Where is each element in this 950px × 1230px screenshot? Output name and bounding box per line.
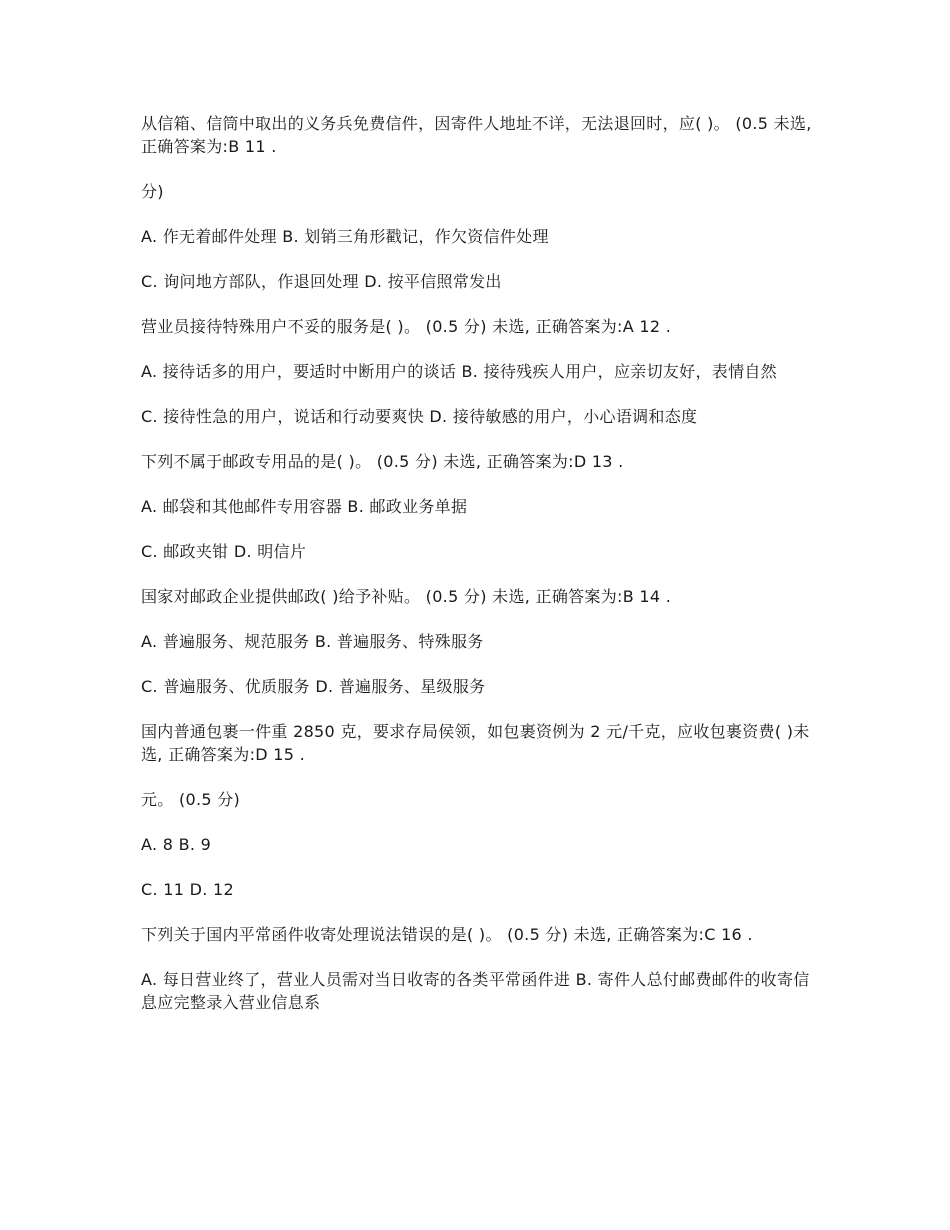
question-12-options-ab: A. 接待话多的用户，要适时中断用户的谈话 B. 接待残疾人用户，应亲切友好，表情自然 bbox=[141, 362, 777, 381]
question-13-options-cd: C. 邮政夹钳 D. 明信片 bbox=[141, 542, 307, 561]
question-14-stem: 国家对邮政企业提供邮政( )给予补贴。 (0.5 分) 未选, 正确答案为:B 14 . bbox=[141, 587, 672, 606]
question-14-options-cd: C. 普遍服务、优质服务 D. 普遍服务、星级服务 bbox=[141, 677, 486, 696]
question-16-options-ab: A. 每日营业终了，营业人员需对当日收寄的各类平常函件进 B. 寄件人总付邮费邮件的收寄信息应完整录入营业信息系 bbox=[141, 970, 810, 1012]
document-page bbox=[141, 112, 813, 1036]
question-13-stem: 下列不属于邮政专用品的是( )。 (0.5 分) 未选, 正确答案为:D 13 . bbox=[141, 452, 624, 471]
question-15-options-cd: C. 11 D. 12 bbox=[141, 880, 234, 899]
question-13-options-ab: A. 邮袋和其他邮件专用容器 B. 邮政业务单据 bbox=[141, 497, 468, 516]
question-12-options-cd: C. 接待性急的用户，说话和行动要爽快 D. 接待敏感的用户，小心语调和态度 bbox=[141, 407, 698, 426]
question-15-options-ab: A. 8 B. 9 bbox=[141, 835, 212, 854]
question-16-stem: 下列关于国内平常函件收寄处理说法错误的是( )。 (0.5 分) 未选, 正确答案为:C 16 . bbox=[141, 925, 753, 944]
question-11-options-cd: C. 询问地方部队，作退回处理 D. 按平信照常发出 bbox=[141, 272, 502, 291]
question-15-stem-continued: 元。 (0.5 分) bbox=[141, 790, 241, 809]
question-12-stem: 营业员接待特殊用户不妥的服务是( )。 (0.5 分) 未选, 正确答案为:A 12 . bbox=[141, 317, 672, 336]
question-15-stem: 国内普通包裹一件重 2850 克，要求存局侯领，如包裹资例为 2 元/千克，应收包裹资费( )未选, 正确答案为:D 15 . bbox=[141, 722, 810, 764]
question-11-options-ab: A. 作无着邮件处理 B. 划销三角形戳记，作欠资信件处理 bbox=[141, 227, 549, 246]
question-11-stem: 从信箱、信筒中取出的义务兵免费信件，因寄件人地址不详，无法退回时，应( )。 (0.5 未选, 正确答案为:B 11 . bbox=[141, 114, 812, 156]
question-11-stem-continued: 分) bbox=[141, 182, 164, 201]
question-14-options-ab: A. 普遍服务、规范服务 B. 普遍服务、特殊服务 bbox=[141, 632, 484, 651]
